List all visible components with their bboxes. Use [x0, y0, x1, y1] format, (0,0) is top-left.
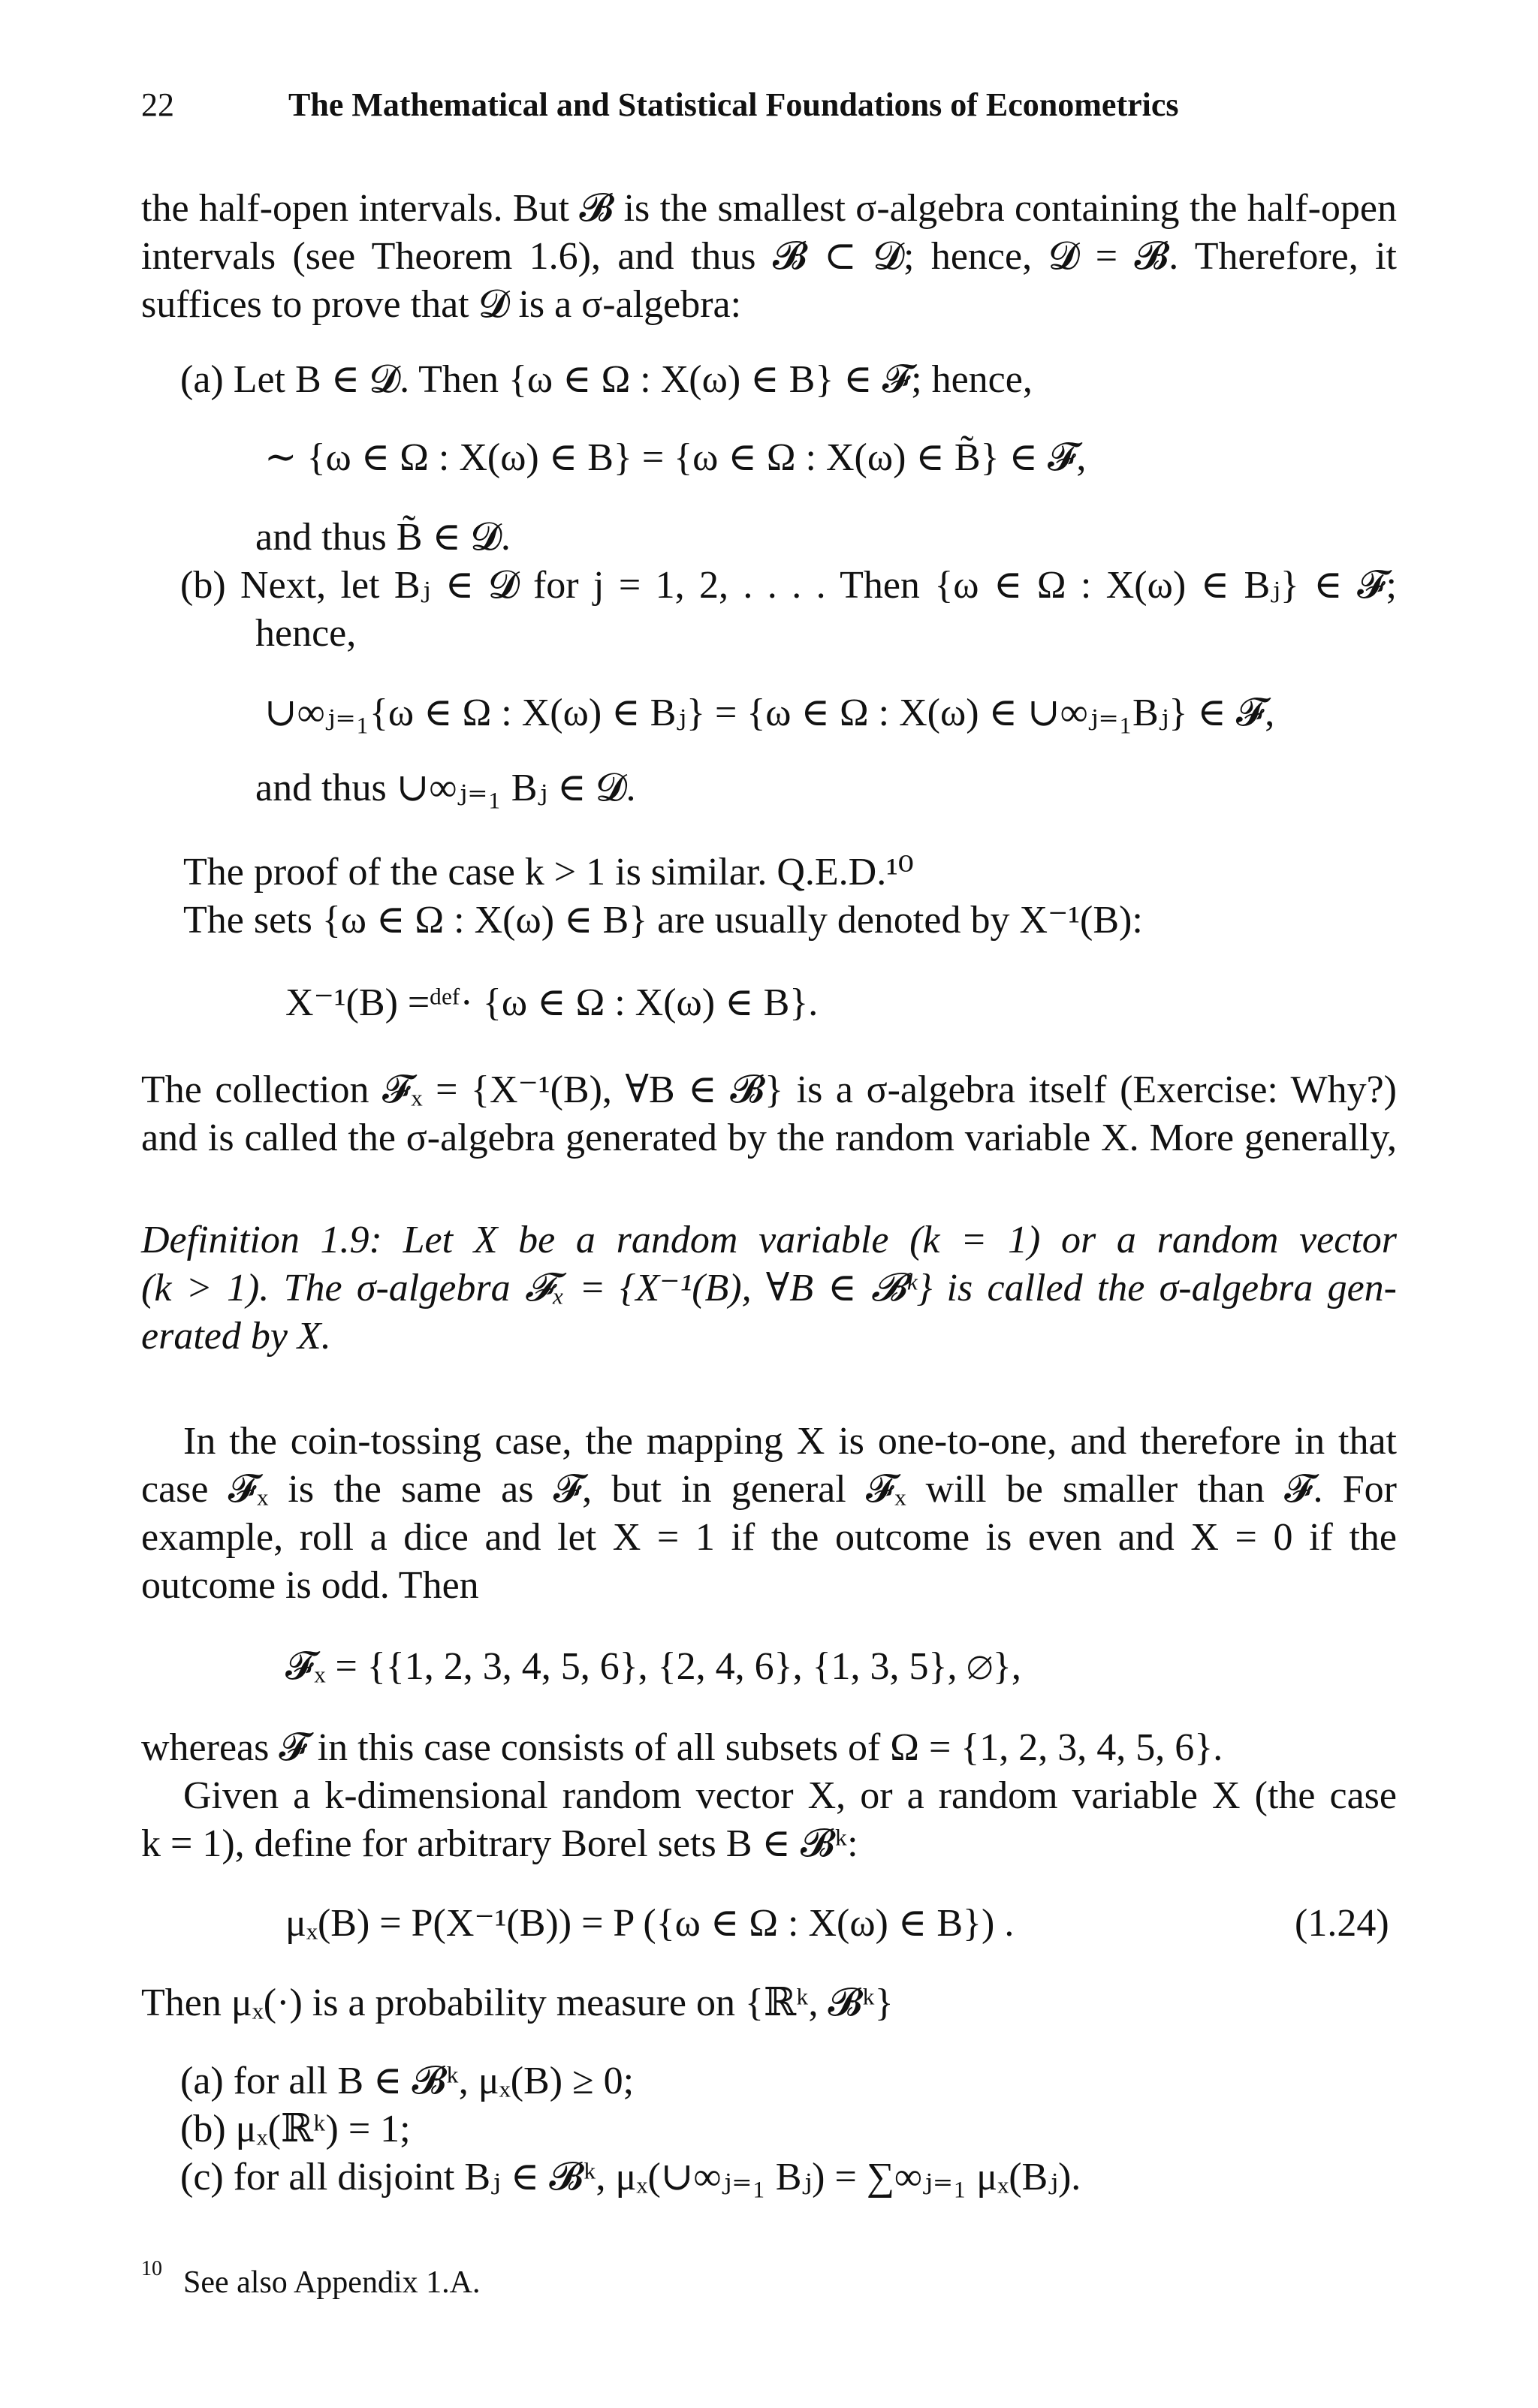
- list-item-b: (b) Next, let Bⱼ ∈ 𝓓 for j = 1, 2, . . . . Then {ω ∈ Ω : X(ω) ∈ Bⱼ} ∈ 𝓕;: [180, 564, 1397, 607]
- text-line: hence,: [255, 612, 357, 655]
- text-line: and is called the σ-algebra generated by the random variable X. More generally,: [141, 1117, 1397, 1159]
- text-line: Then μₓ(·) is a probability measure on {ℝᵏ, 𝓑ᵏ}: [141, 1982, 894, 2024]
- equation-number: (1.24): [1295, 1902, 1389, 1945]
- text-line: example, roll a dice and let X = 1 if the outcome is even and X = 0 if the: [141, 1516, 1397, 1559]
- display-equation: 𝓕ₓ = {{1, 2, 3, 4, 5, 6}, {2, 4, 6}, {1, 3, 5}, ∅},: [285, 1645, 1021, 1688]
- definition-line: (k > 1). The σ-algebra 𝓕ₓ = {X⁻¹(B), ∀B ∈ 𝓑ᵏ} is called the σ-algebra gen-: [141, 1267, 1397, 1309]
- definition-line: erated by X.: [141, 1315, 331, 1358]
- display-equation: ∪∞ⱼ₌₁{ω ∈ Ω : X(ω) ∈ Bⱼ} = {ω ∈ Ω : X(ω) ∈ ∪∞ⱼ₌₁Bⱼ} ∈ 𝓕,: [264, 692, 1275, 734]
- text-line: The proof of the case k > 1 is similar. Q.E.D.¹⁰: [183, 851, 914, 894]
- text-line: the half-open intervals. But 𝓑 is the smallest σ-algebra containing the half-open: [141, 187, 1397, 230]
- definition-line: Definition 1.9: Let X be a random variable (k = 1) or a random vector: [141, 1219, 1397, 1261]
- list-item-a: (a) for all B ∈ 𝓑ᵏ, μₓ(B) ≥ 0;: [180, 2060, 635, 2102]
- text-line: whereas 𝓕 in this case consists of all subsets of Ω = {1, 2, 3, 4, 5, 6}.: [141, 1726, 1223, 1769]
- text-line: intervals (see Theorem 1.6), and thus 𝓑 ⊂ 𝓓; hence, 𝓓 = 𝓑. Therefore, it: [141, 235, 1397, 278]
- running-header-title: The Mathematical and Statistical Foundations of Econometrics: [288, 86, 1179, 123]
- text-line: Given a k-dimensional random vector X, or a random variable X (the case: [183, 1774, 1397, 1817]
- list-item-a: (a) Let B ∈ 𝓓. Then {ω ∈ Ω : X(ω) ∈ B} ∈ 𝓕; hence,: [180, 358, 1033, 401]
- display-equation: μₓ(B) = P(X⁻¹(B)) = P ({ω ∈ Ω : X(ω) ∈ B}) .: [285, 1902, 1015, 1945]
- text-line: The sets {ω ∈ Ω : X(ω) ∈ B} are usually denoted by X⁻¹(B):: [183, 899, 1143, 942]
- text-line: and thus B̃ ∈ 𝓓.: [255, 516, 511, 559]
- text-line: case 𝓕ₓ is the same as 𝓕, but in general 𝓕ₓ will be smaller than 𝓕. For: [141, 1468, 1397, 1511]
- text-line: The collection 𝓕ₓ = {X⁻¹(B), ∀B ∈ 𝓑} is a σ-algebra itself (Exercise: Why?): [141, 1068, 1397, 1111]
- text-line: suffices to prove that 𝓓 is a σ-algebra:: [141, 283, 742, 326]
- display-equation: X⁻¹(B) =ᵈᵉᶠ· {ω ∈ Ω : X(ω) ∈ B}.: [285, 981, 819, 1024]
- list-item-b: (b) μₓ(ℝᵏ) = 1;: [180, 2108, 411, 2150]
- text-line: k = 1), define for arbitrary Borel sets B ∈ 𝓑ᵏ:: [141, 1822, 858, 1865]
- page-number: 22: [141, 86, 174, 123]
- footnote-mark: 10: [141, 2257, 162, 2280]
- text-line: and thus ∪∞ⱼ₌₁ Bⱼ ∈ 𝓓.: [255, 767, 636, 809]
- text-line: outcome is odd. Then: [141, 1564, 479, 1607]
- text-line: In the coin-tossing case, the mapping X is one-to-one, and therefore in that: [183, 1420, 1397, 1463]
- display-equation: ∼ {ω ∈ Ω : X(ω) ∈ B} = {ω ∈ Ω : X(ω) ∈ B̃} ∈ 𝓕,: [264, 436, 1087, 479]
- footnote-text: See also Appendix 1.A.: [183, 2265, 481, 2300]
- list-item-c: (c) for all disjoint Bⱼ ∈ 𝓑ᵏ, μₓ(∪∞ⱼ₌₁ Bⱼ) = ∑∞ⱼ₌₁ μₓ(Bⱼ).: [180, 2156, 1081, 2199]
